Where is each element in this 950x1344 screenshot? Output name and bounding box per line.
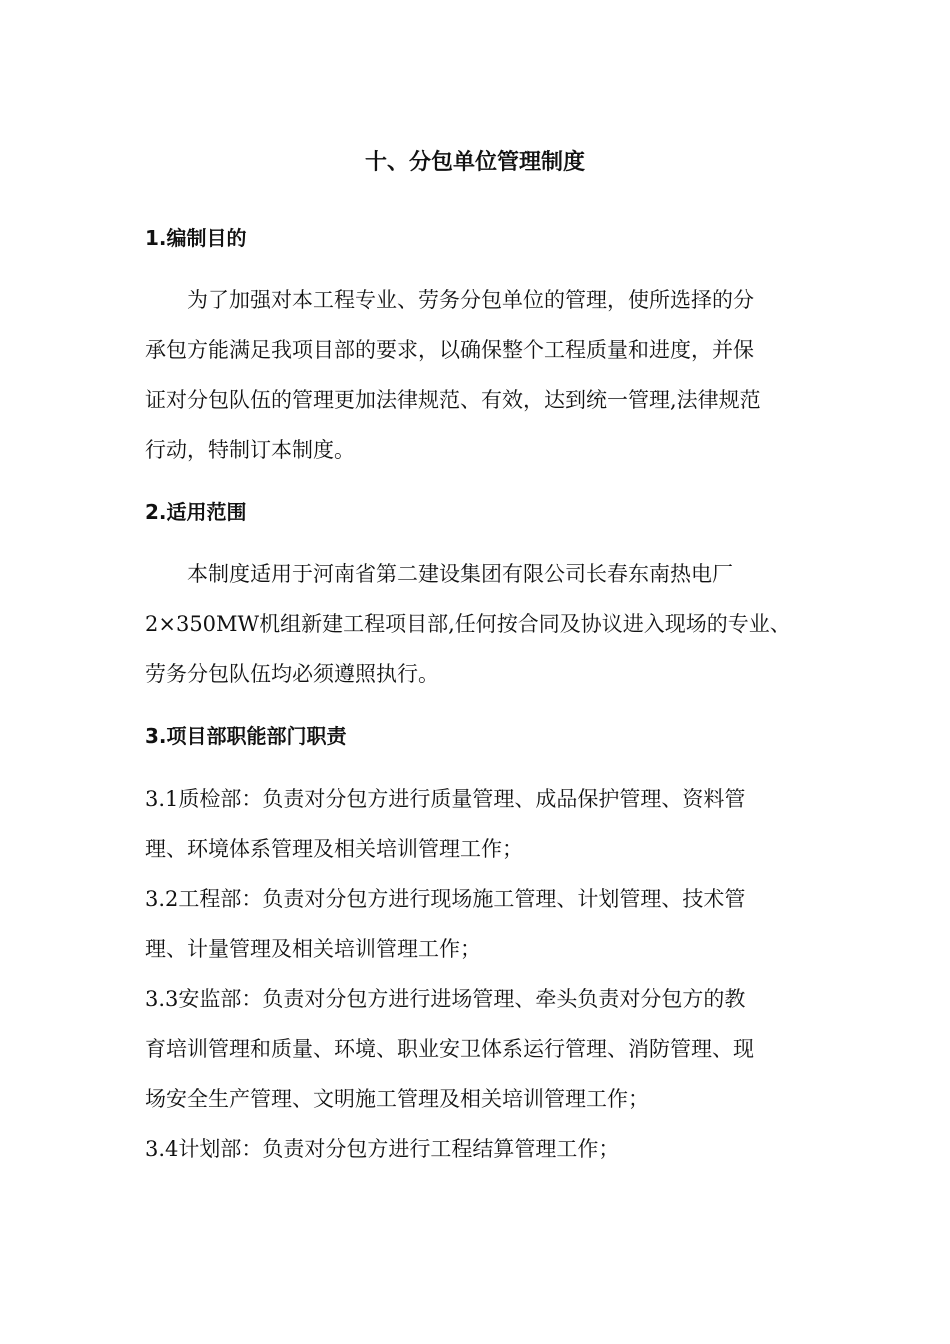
paragraph-line: 证对分包队伍的管理更加法律规范、有效，达到统一管理,法律规范 [145, 388, 761, 412]
paragraph-line: 育培训管理和质量、环境、职业安卫体系运行管理、消防管理、现 [145, 1037, 754, 1061]
paragraph-line: 理、环境体系管理及相关培训管理工作； [145, 837, 523, 861]
paragraph-line: 3.4计划部：负责对分包方进行工程结算管理工作； [145, 1137, 620, 1161]
paragraph-line: 3.3安监部：负责对分包方进行进场管理、牵头负责对分包方的教 [145, 987, 746, 1011]
paragraph-line: 场安全生产管理、文明施工管理及相关培训管理工作； [145, 1087, 649, 1111]
paragraph-line: 劳务分包队伍均必须遵照执行。 [145, 662, 439, 686]
paragraph-line: 行动，特制订本制度。 [145, 438, 355, 462]
paragraph-line: 3.1质检部：负责对分包方进行质量管理、成品保护管理、资料管 [145, 787, 746, 811]
section-heading-purpose: 1.编制目的 [145, 226, 247, 250]
paragraph-line: 为了加强对本工程专业、劳务分包单位的管理，使所选择的分 [187, 288, 754, 312]
section-heading-responsibilities: 3.项目部职能部门职责 [145, 724, 347, 748]
page-title: 十、分包单位管理制度 [364, 150, 585, 175]
paragraph-line: 承包方能满足我项目部的要求，以确保整个工程质量和进度，并保 [145, 338, 754, 362]
paragraph-line: 3.2工程部：负责对分包方进行现场施工管理、计划管理、技术管 [145, 887, 746, 911]
paragraph-line: 本制度适用于河南省第二建设集团有限公司长春东南热电厂 [187, 562, 733, 586]
paragraph-line: 2×350MW机组新建工程项目部,任何按合同及协议进入现场的专业、 [145, 612, 791, 636]
section-heading-scope: 2.适用范围 [145, 500, 247, 524]
paragraph-line: 理、计量管理及相关培训管理工作； [145, 937, 481, 961]
